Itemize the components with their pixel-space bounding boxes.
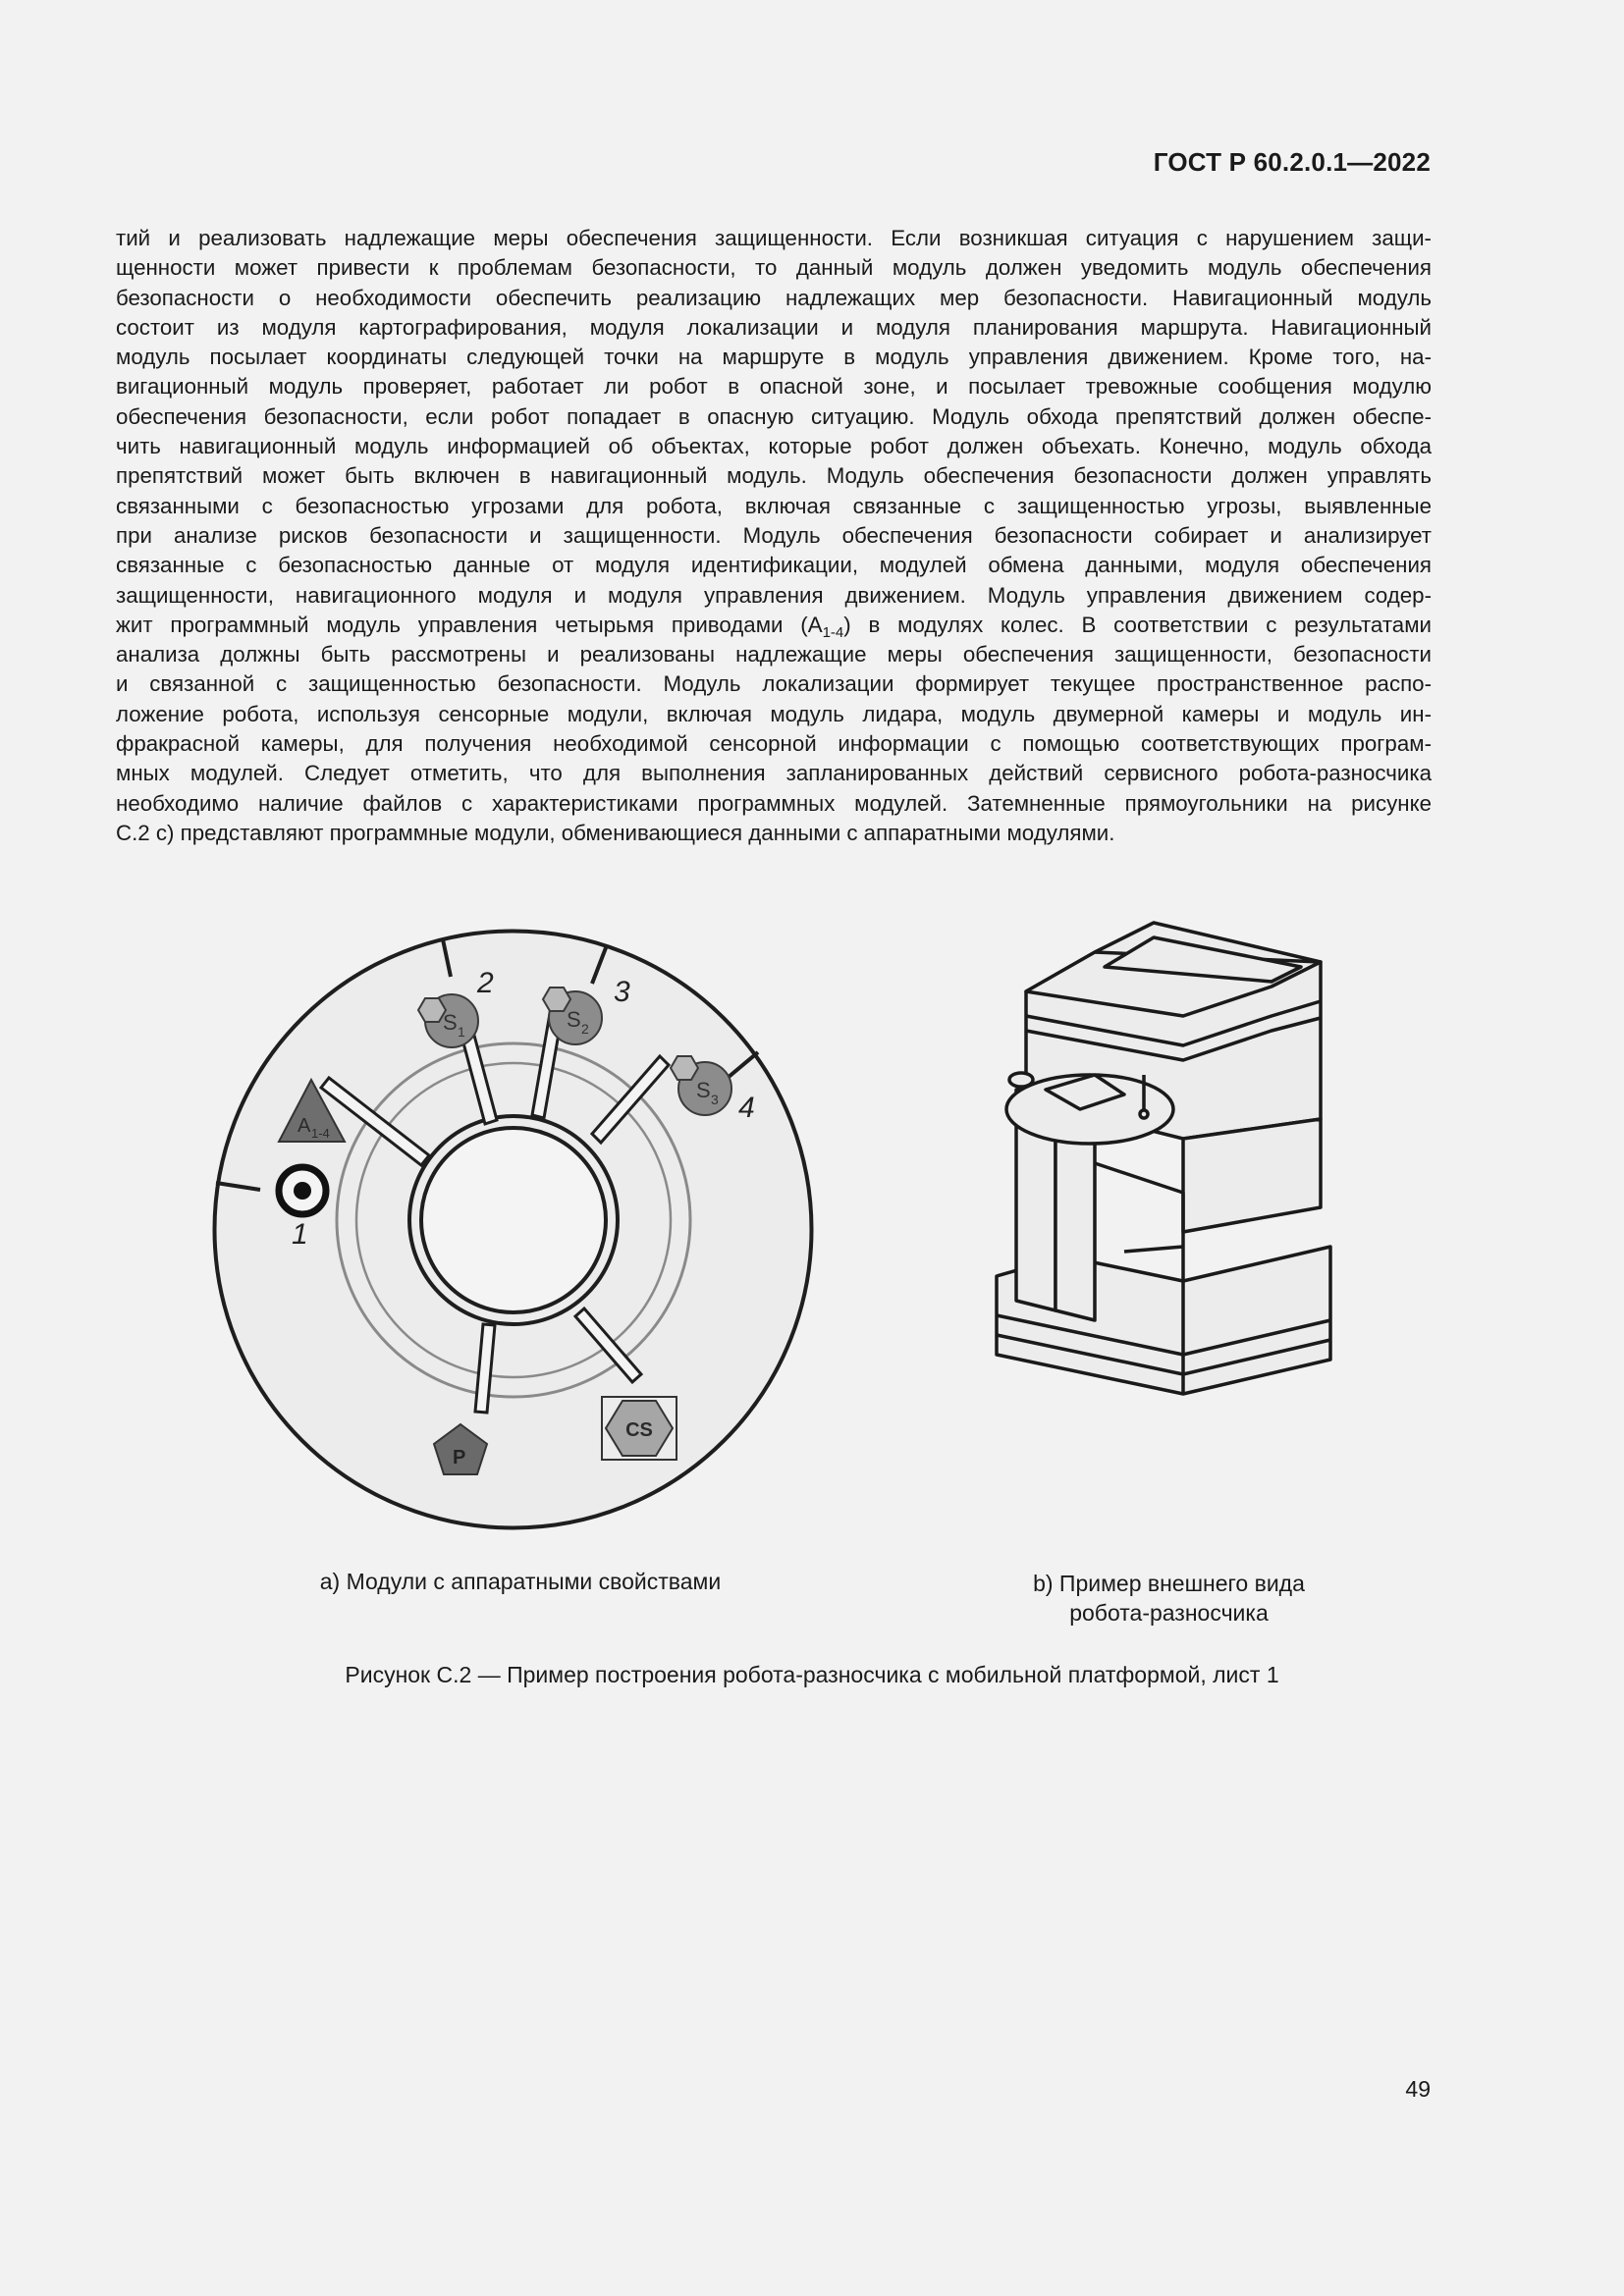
sensor-2-label: S [567,1007,581,1032]
figure-caption: Рисунок С.2 — Пример построения робота-разносчика с мобильной платформой, лист 1 [345,1662,1279,1687]
pentagon-label: P [453,1447,466,1468]
text-fragment: жит программный модуль управления четырьмя приводами (A [116,612,823,637]
text-line: необходимо наличие файлов с характеристиками программных модулей. Затемненные прямоугольники на рисунке [116,790,1432,816]
number-1-label: 1 [292,1218,308,1251]
number-2-label: 2 [477,967,494,999]
robot-middle-side [1183,1119,1321,1232]
text-line: обеспечения безопасности, если робот попадает в опасную ситуацию. Модуль обхода препятствий должен обеспе- [116,403,1432,429]
text-line: мных модулей. Следует отметить, что для выполнения запланированных действий сервисного робота-разносчика [116,761,1432,786]
figure-b-caption-line: робота-разносчика [1069,1600,1269,1626]
text-line: ложение робота, используя сенсорные модули, включая модуль лидара, модуль двумерной камеры и модуль ин- [116,701,1432,726]
robot-knob [1009,1073,1033,1087]
text-line-with-subscript [116,611,1432,640]
text-line: препятствий может быть включен в навигационный модуль. Модуль обеспечения безопасности должен управлять [116,463,1432,489]
text-line: анализа должны быть рассмотрены и реализованы надлежащие меры обеспечения защищенности, безопасности [116,642,1432,667]
target-icon [279,1167,326,1214]
figure-b-caption [990,1569,1348,1628]
subscript: 1-4 [822,623,844,641]
text-line: чить навигационный модуль информацией об объектах, которые робот должен объехать. Конечно, модуль обхода [116,434,1432,459]
text-line: состоит из модуля картографирования, модуля локализации и модуля планирования маршрута. Навигационный [116,314,1432,340]
text-line: при анализе рисков безопасности и защищенности. Модуль обеспечения безопасности собирает и анализирует [116,522,1432,548]
text-line: связанными с безопасностью угрозами для робота, включая связанные с защищенностью угрозы, выявленные [116,493,1432,518]
actuator-label: A [298,1115,311,1137]
sensor-2-subscript: 2 [581,1021,589,1037]
sensor-3-label: S [696,1078,711,1102]
text-fragment: ) в модулях колес. В соответствии с результатами [843,612,1432,637]
figure-a-caption: a) Модули с аппаратными свойствами [319,1569,722,1594]
bus-ring-inner [421,1128,606,1312]
paragraph [116,224,1432,848]
body-paragraph [116,224,1432,848]
figure-b-caption-line: b) Пример внешнего вида [1033,1571,1305,1596]
text-line: тий и реализовать надлежащие меры обеспечения защищенности. Если возникшая ситуация с нарушением защи- [116,226,1432,250]
control-system-label: CS [625,1419,653,1441]
robot-shelf-edge [1095,1163,1183,1281]
robot-antenna-tip [1140,1110,1148,1118]
document-header: ГОСТ Р 60.2.0.1—2022 [1153,147,1431,177]
robot-shelf-line [1124,1247,1183,1252]
text-line: вигационный модуль проверяет, работает ли робот в опасной зоне, и посылает тревожные сообщения модулю [116,374,1432,400]
text-line: модуль посылает координаты следующей точки на маршруте в модуль управления движением. Кроме того, на- [116,345,1432,370]
text-line: и связанной с защищенностью безопасности. Модуль локализации формирует текущее пространственное распо- [116,671,1432,697]
sensor-1-label: S [443,1010,458,1035]
number-3-label: 3 [614,976,630,1008]
sensor-1-subscript: 1 [458,1024,465,1040]
text-line: связанные с безопасностью данные от модуля идентификации, модулей обмена данными, модуля обеспечения [116,553,1432,578]
text-line: безопасности о необходимости обеспечить реализацию надлежащих мер безопасности. Навигационный модуль [116,285,1432,310]
text-line: щенности может привести к проблемам безопасности, то данный модуль должен уведомить модуль обеспечения [116,255,1432,281]
modules-diagram [211,928,815,1531]
sensor-3-subscript: 3 [711,1092,719,1107]
text-line: С.2 c) представляют программные модули, обменивающиеся данными с аппаратными модулями. [116,820,1115,845]
text-line: защищенности, навигационного модуля и модуля управления движением. Модуль управления движением содер- [116,582,1432,608]
text-line: фракрасной камеры, для получения необходимой сенсорной информации с помощью соответствующих програм- [116,731,1432,757]
delivery-robot-drawing [987,908,1350,1472]
number-4-label: 4 [738,1092,755,1124]
page-number: 49 [1405,2076,1431,2102]
actuator-subscript: 1-4 [311,1126,330,1141]
